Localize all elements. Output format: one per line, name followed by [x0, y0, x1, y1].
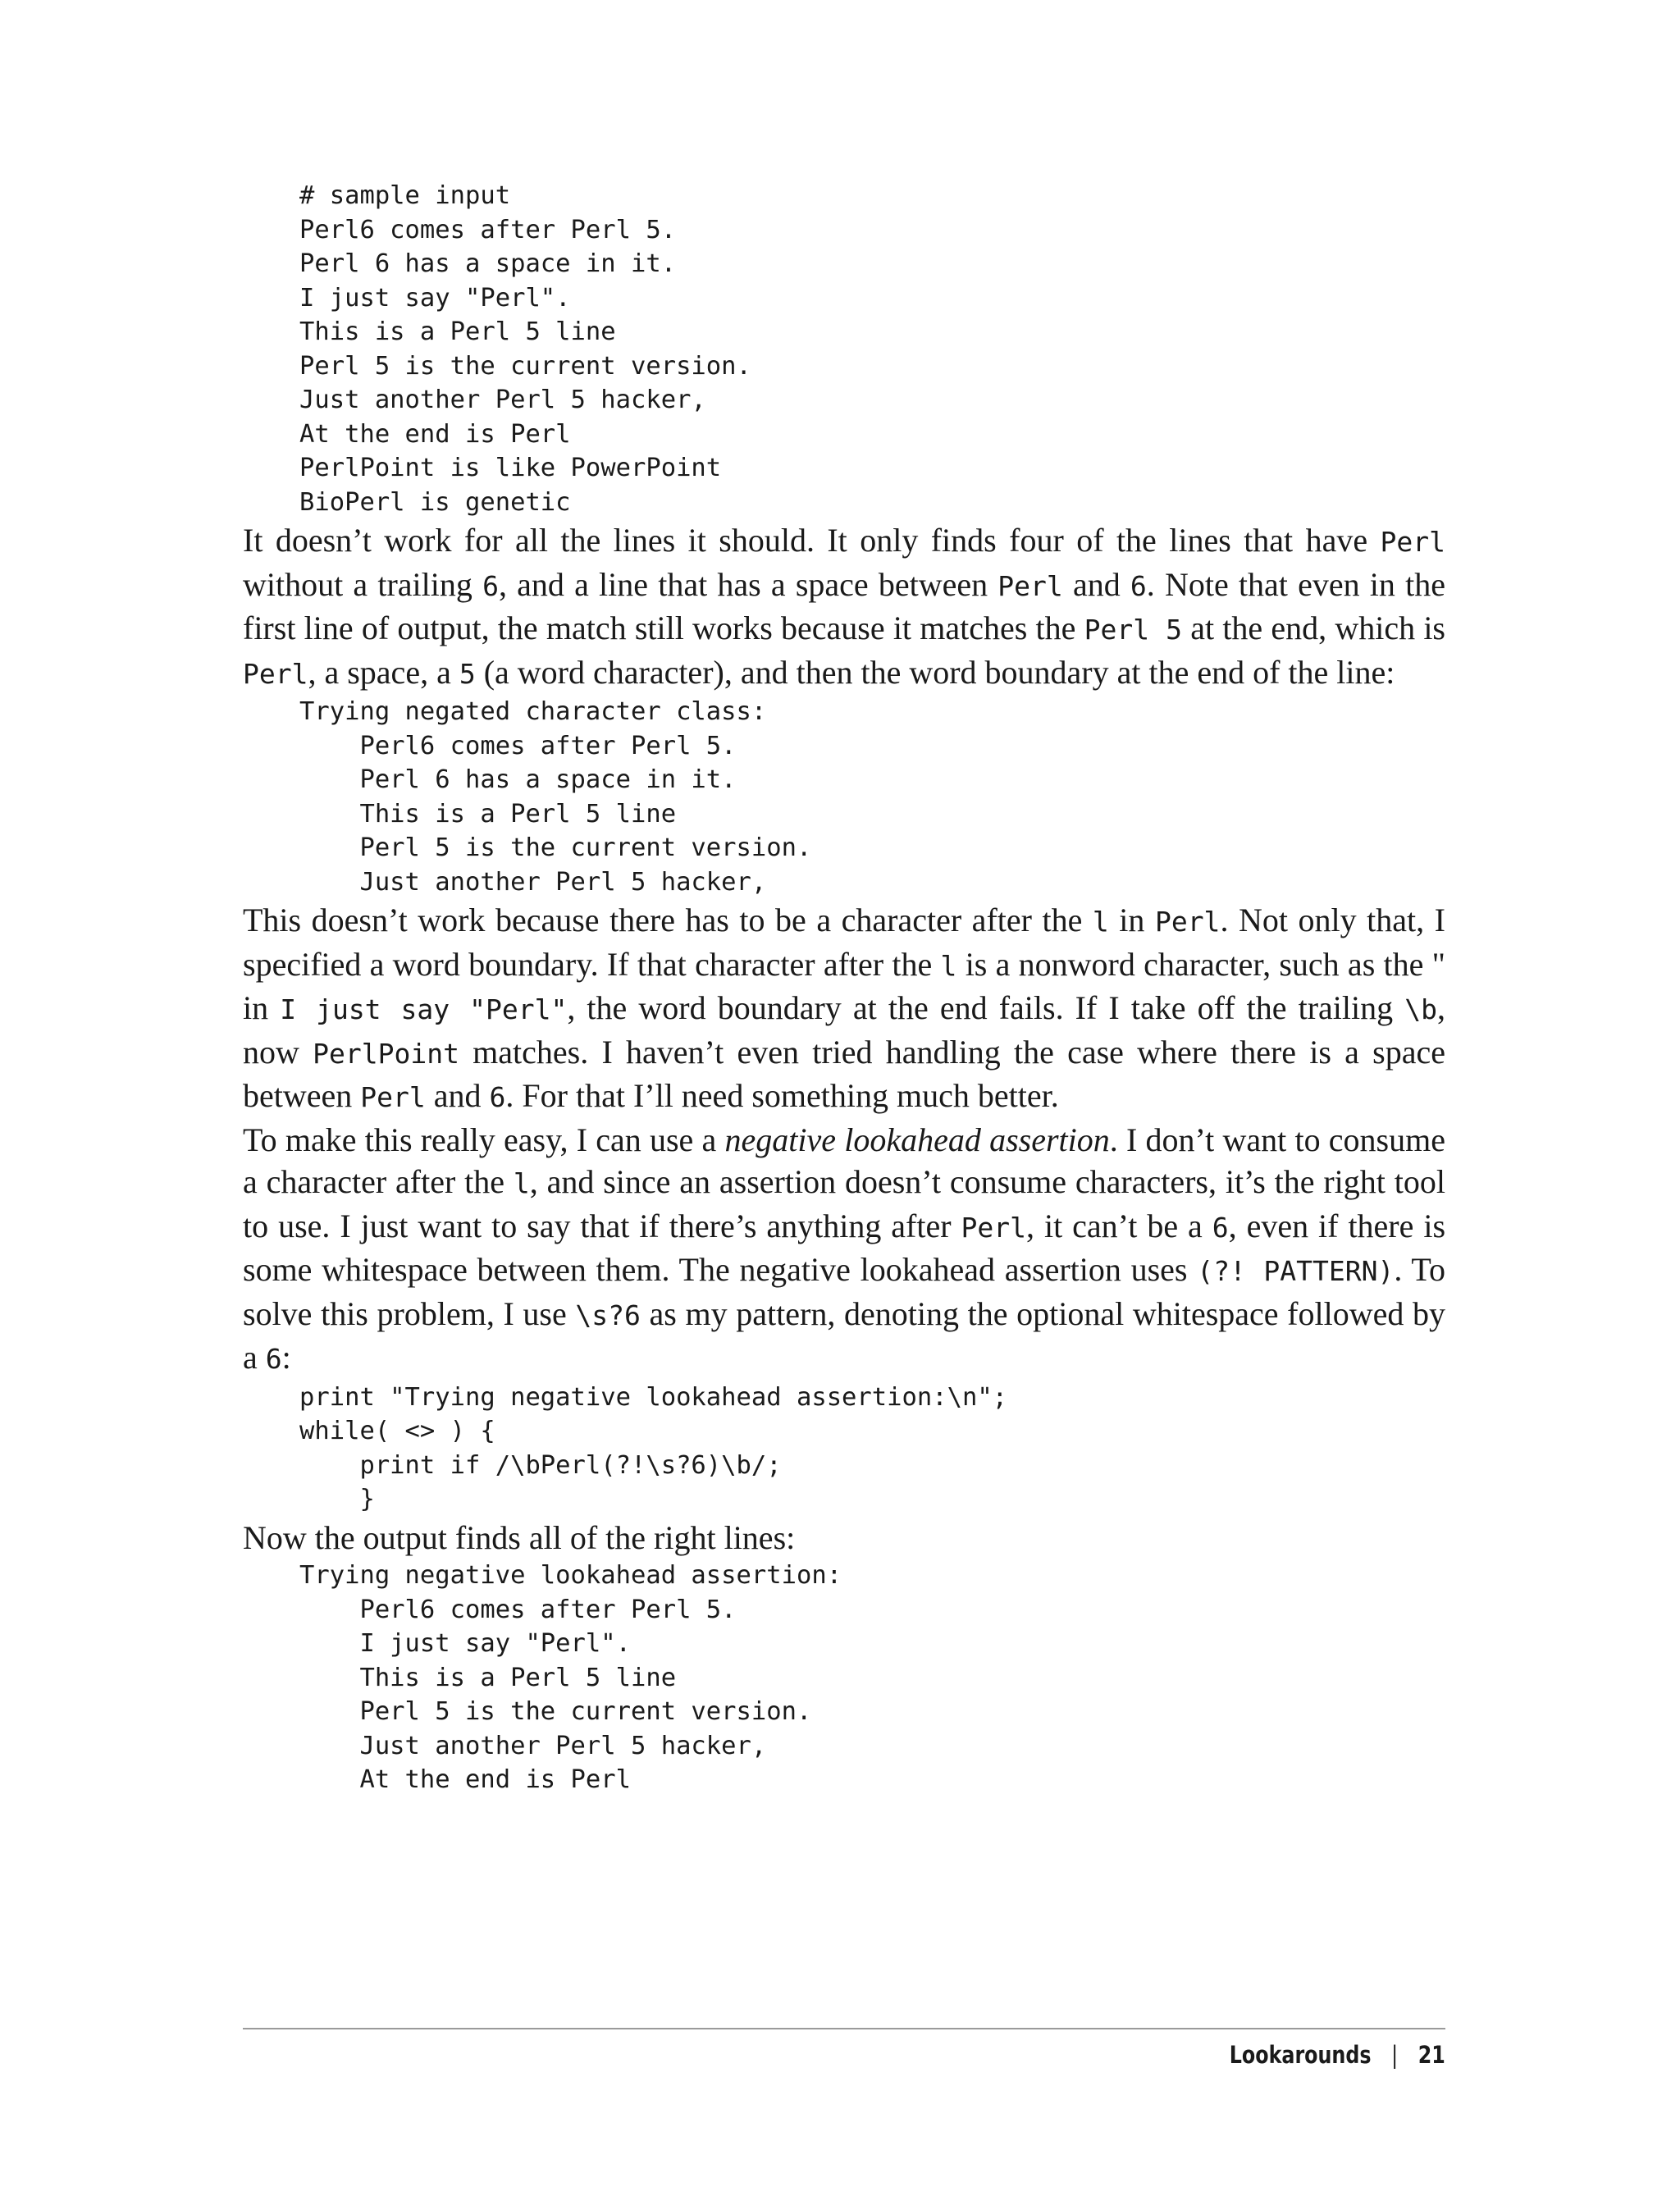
inline-code: Perl — [1380, 526, 1445, 558]
inline-code: \b — [1404, 993, 1437, 1025]
code-block-lookahead: print "Trying negative lookahead assertion:\n"; while( <> ) { print if /\bPerl(?!\s?6)\b/; } — [299, 1382, 1008, 1513]
inline-code: Perl — [961, 1211, 1026, 1244]
inline-code: 6 — [489, 1081, 506, 1113]
inline-code: 5 — [459, 657, 476, 690]
paragraph-4: Now the output finds all of the right lines: — [243, 1518, 796, 1556]
footer-section-title: Lookarounds — [1229, 2041, 1372, 2069]
footer-separator: | — [1391, 2041, 1399, 2069]
inline-code: l — [513, 1167, 530, 1199]
paragraph-2: This doesn’t work because there has to be a character after the l in Perl. Not only that, I specified a word boundary. If that character after the l is a nonword character, such as the " in I just say "Perl", the word boundary at the end fails. If I take off the trailing \b, now PerlPoint matches. I haven’t even tried handling the case where there is a space between Perl and 6. For that I’ll need something much better. — [243, 902, 1445, 1114]
inline-code: (?! PATTERN) — [1197, 1255, 1395, 1287]
inline-code: Perl — [243, 657, 308, 690]
page-content — [243, 179, 1445, 1797]
inline-code: 6 — [1212, 1211, 1229, 1244]
emphasis-term: negative lookahead assertion — [724, 1121, 1110, 1158]
paragraph-3: To make this really easy, I can use a negative lookahead assertion. I don’t want to consume a character after the l, and since an assertion doesn’t consume characters, it’s the right tool to use. I just want to say that if there’s anything after Perl, it can’t be a 6, even if there is some whitespace between them. The negative lookahead assertion uses (?! PATTERN). To solve this problem, I use \s?6 as my pattern, denoting the optional whitespace followed by a 6: — [243, 1121, 1446, 1376]
page-footer — [1230, 2041, 1445, 2069]
page-number: 21 — [1418, 2041, 1445, 2069]
inline-code: 6 — [482, 569, 499, 602]
inline-code: Perl 5 — [1084, 614, 1183, 646]
inline-code: Perl — [1154, 906, 1221, 938]
inline-code: 6 — [265, 1343, 282, 1375]
inline-code: Perl — [998, 569, 1063, 602]
code-block-lookahead-output: Trying negative lookahead assertion: Perl6 comes after Perl 5. I just say "Perl". This is a Perl 5 line Perl 5 is the current version. Just another Perl 5 hacker, At the end is Perl — [299, 1561, 842, 1794]
inline-code: l — [940, 949, 957, 982]
inline-code: l — [1092, 906, 1109, 938]
inline-code: PerlPoint — [313, 1037, 459, 1070]
inline-code: \s?6 — [575, 1299, 641, 1331]
paragraph-1: It doesn’t work for all the lines it should. It only finds four of the lines that have Perl without a trailing 6, and a line that has a space between Perl and 6. Note that even in the first line of output, the match still works because it matches the Perl 5 at the end, which is Perl, a space, a 5 (a word character), and then the word boundary at the end of the line: — [243, 522, 1445, 691]
code-block-negated-output: Trying negated character class: Perl6 comes after Perl 5. Perl 6 has a space in it. This is a Perl 5 line Perl 5 is the current version. Just another Perl 5 hacker, — [299, 697, 812, 897]
inline-code: 6 — [1130, 569, 1147, 602]
code-block-sample-input: # sample input Perl6 comes after Perl 5. Perl 6 has a space in it. I just say "Perl". This is a Perl 5 line Perl 5 is the current version. Just another Perl 5 hacker, At the end is Perl PerlPoint is like PowerPoint BioPerl is genetic — [299, 181, 751, 517]
inline-code: Perl — [360, 1081, 426, 1113]
inline-code: I just say "Perl" — [280, 993, 568, 1025]
footer-divider — [243, 2028, 1445, 2029]
